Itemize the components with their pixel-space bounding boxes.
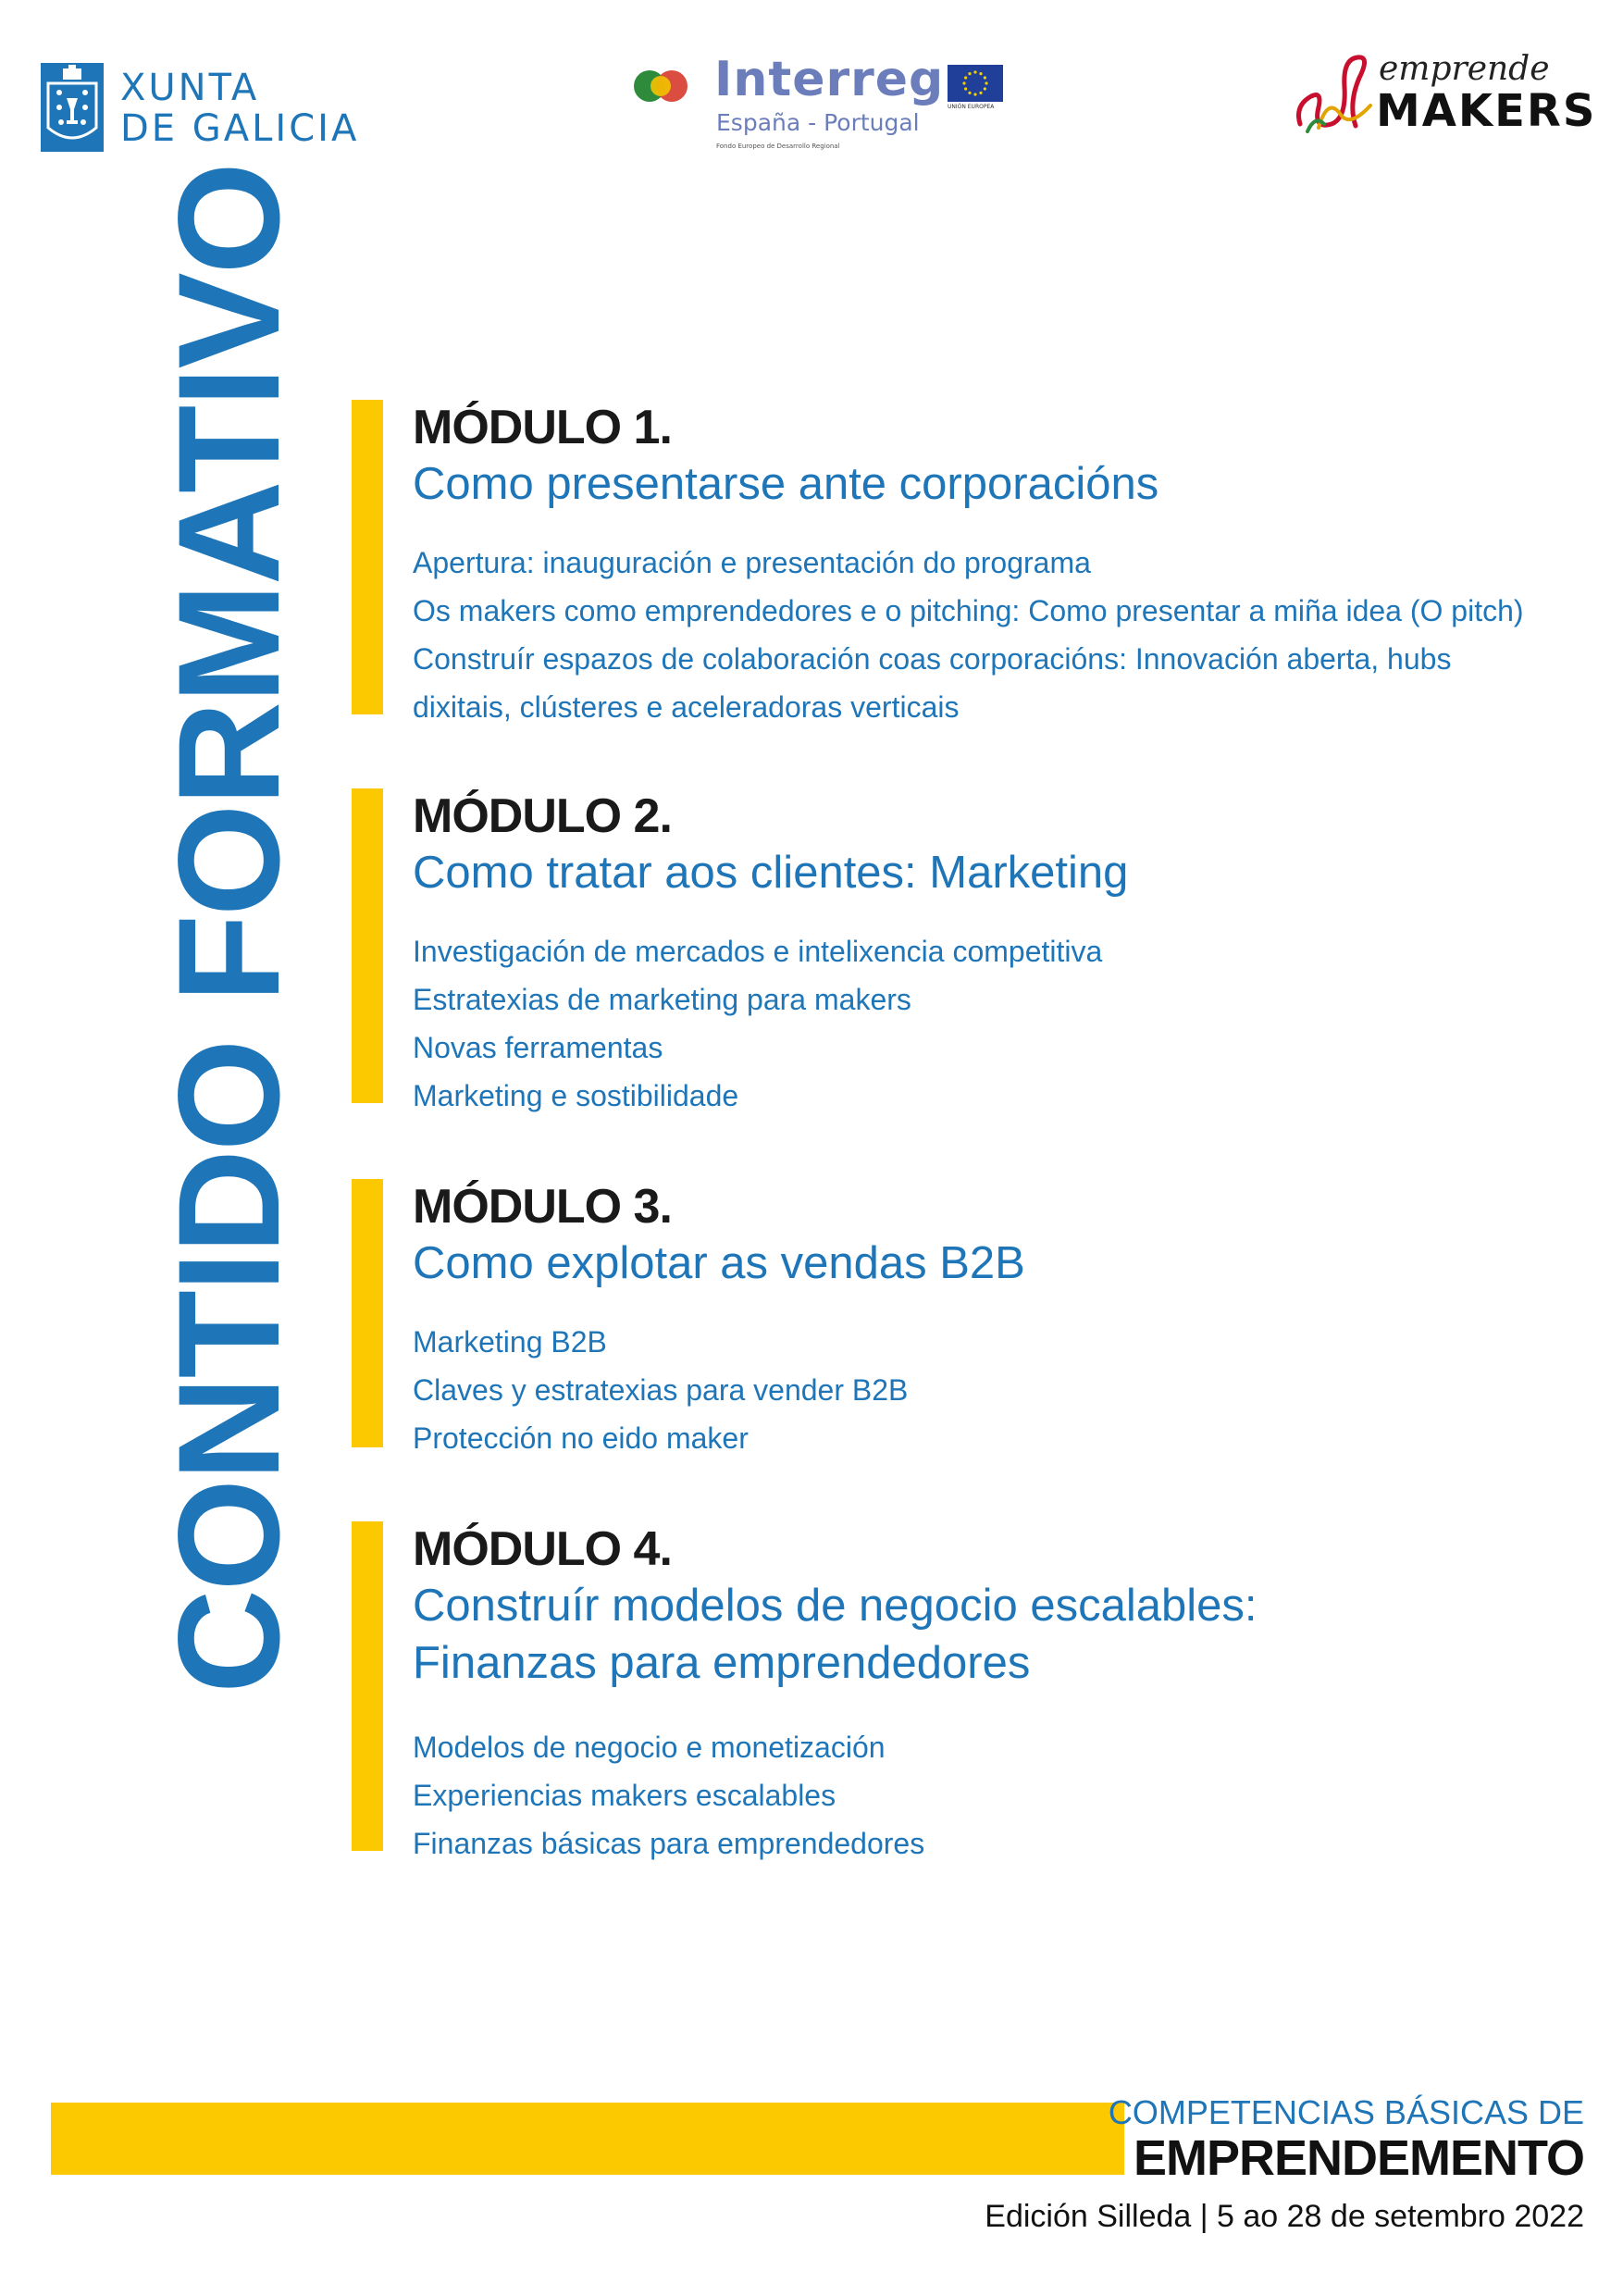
- footer-edition: Edición Silleda | 5 ao 28 de setembro 2022: [985, 2199, 1584, 2234]
- emprende-makers: MAKERS: [1376, 85, 1597, 137]
- footer-title-block: [985, 2093, 1584, 2238]
- eu-flag-icon: [948, 65, 1003, 102]
- module-topic: Estratexias de marketing para makers: [413, 983, 911, 1016]
- interreg-title: Interreg: [714, 52, 945, 107]
- module-topic: Apertura: inauguración e presentación do programa: [413, 546, 1091, 579]
- xunta-de-galicia-logo: [41, 63, 360, 155]
- module-topic-list: [413, 539, 1524, 731]
- footer-line-2: EMPRENDEMENTO: [1133, 2130, 1584, 2186]
- emprende-swirl-icon: [1291, 50, 1383, 139]
- module-title: Como explotar as vendas B2B: [413, 1238, 1025, 1288]
- module-topic-list: [413, 1318, 1025, 1462]
- module-accent-bar: [352, 400, 383, 714]
- emprende-makers-logo: [1291, 46, 1596, 148]
- eu-label: UNIÓN EUROPEA: [948, 104, 995, 110]
- module-topic: Claves y estratexias para vender B2B: [413, 1373, 909, 1407]
- xunta-line-2: DE GALICIA: [120, 107, 360, 150]
- module-topic: Marketing e sostibilidade: [413, 1079, 739, 1112]
- module-title-line-2: Finanzas para emprendedores: [413, 1638, 1031, 1688]
- emprende-script: emprende: [1379, 50, 1550, 88]
- module-title-line-1: Construír modelos de negocio escalables:: [413, 1581, 1258, 1631]
- interreg-circles-icon: [631, 63, 692, 109]
- module-topic: Novas ferramentas: [413, 1031, 663, 1064]
- module-accent-bar: [352, 788, 383, 1103]
- module-topic: Protección no eido maker: [413, 1421, 749, 1455]
- module-number: MÓDULO 3.: [413, 1180, 672, 1234]
- module-topic-list: [413, 927, 1128, 1120]
- module-topic-list: [413, 1723, 1257, 1868]
- module-topic: Construír espazos de colaboración coas corporacións: Innovación aberta, hubs: [413, 642, 1452, 676]
- module-number: MÓDULO 4.: [413, 1522, 672, 1576]
- interreg-subtitle: España - Portugal: [716, 109, 920, 136]
- module-title: Como presentarse ante corporacións: [413, 459, 1159, 509]
- footer-accent-bar: [51, 2103, 1124, 2175]
- module-topic: Modelos de negocio e monetización: [413, 1731, 886, 1764]
- xunta-line-1: XUNTA: [120, 67, 260, 109]
- interreg-logo: [631, 52, 1020, 159]
- module-topic: Marketing B2B: [413, 1325, 607, 1359]
- module-title: Como tratar aos clientes: Marketing: [413, 848, 1129, 898]
- module-topic: Experiencias makers escalables: [413, 1779, 836, 1812]
- module-accent-bar: [352, 1179, 383, 1447]
- module-topic: Investigación de mercados e intelixencia competitiva: [413, 935, 1103, 968]
- module-topic: dixitais, clústeres e aceleradoras verticais: [413, 690, 960, 724]
- module-number: MÓDULO 2.: [413, 789, 672, 843]
- interreg-fund: Fondo Europeo de Desarrollo Regional: [716, 143, 840, 150]
- module-topic: Os makers como emprendedores e o pitching: Como presentar a miña idea (O pitch): [413, 594, 1524, 627]
- galicia-shield-icon: [41, 63, 104, 152]
- vertical-title: CONTIDO FORMATIVO: [149, 164, 310, 1694]
- module-number: MÓDULO 1.: [413, 401, 672, 454]
- module-topic: Finanzas básicas para emprendedores: [413, 1827, 925, 1860]
- module-accent-bar: [352, 1521, 383, 1851]
- footer-line-1: COMPETENCIAS BÁSICAS DE: [1108, 2093, 1584, 2131]
